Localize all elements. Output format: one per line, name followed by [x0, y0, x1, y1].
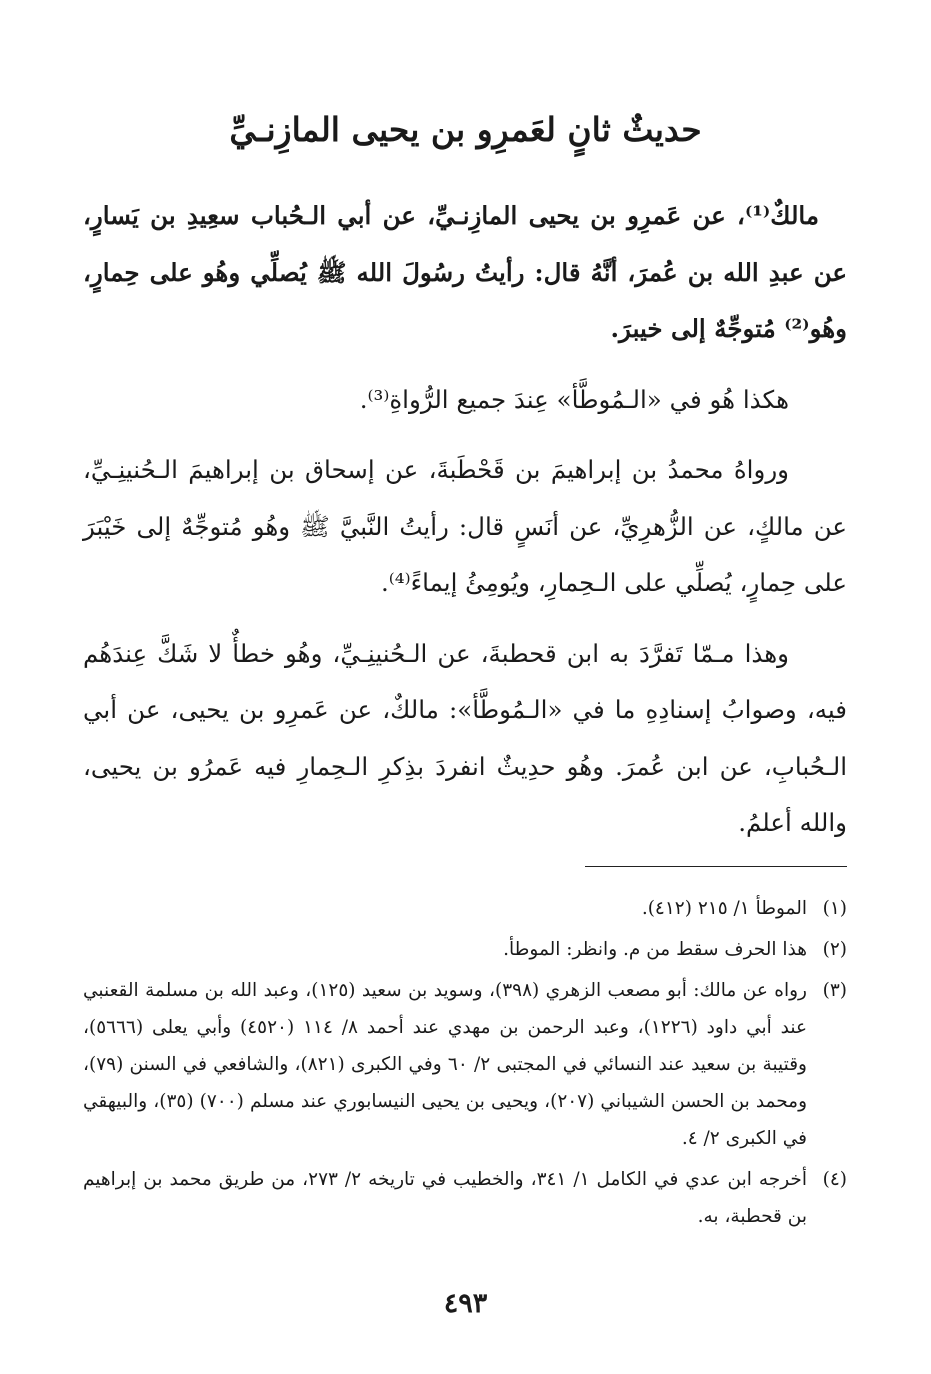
paragraph-hadith: مالكٌ⁽¹⁾، عن عَمرِو بن يحيى المازِنـيِّ، عن أبي الـحُباب سعِيدِ بن يَسارٍ، عن عبدِ الله بن عُمرَ، أنَّهُ قال: رأيتُ رسُولَ الله ﷺ يُصلِّي وهُو على حِمارٍ، وهُو⁽²⁾ مُتوجِّهٌ إلى خيبرَ.: [83, 201, 847, 343]
footnote-number: (٢): [822, 939, 847, 960]
footnote-text: هذا الحرف سقط من م. وانظر: الموطأ.: [503, 939, 807, 960]
paragraph-gap: [83, 428, 847, 442]
footnote-text: رواه عن مالك: أبو مصعب الزهري (٣٩٨)، وسويد بن سعيد (١٢٥)، وعبد الله بن مسلمة القعنبي عند أبي داود (١٢٢٦)، وعبد الرحمن بن مهدي عند أحمد ٨/ ١١٤ (٤٥٢٠) وأبي يعلى (٥٦٦٦)، وقتيبة بن سعيد عند النسائي في المجتبى ٢/ ٦٠ وفي الكبرى (٨٢١)، والشافعي في السنن (٧٩)، ومحمد بن الحسن الشيباني (٢٠٧)، ويحيى بن يحيى النيسابوري عند مسلم (٧٠٠) (٣٥)، والبيهقي في الكبرى ٢/ ٤.: [83, 980, 808, 1149]
footnote-text: أخرجه ابن عدي في الكامل ١/ ٣٤١، والخطيب في تاريخه ٢/ ٢٧٣، من طريق محمد بن إبراهيم بن قحطبة، به.: [83, 1169, 807, 1227]
paragraph-commentary: وهذا مـمّا تَفرَّدَ به ابن قحطبةَ، عن الـحُنينِـيِّ، وهُو خطأٌ لا شَكَّ عِندَهُم فيه، وصوابُ إسنادِهِ ما في «الـمُوطَّأ»: مالكٌ، عن عَمرِو بن يحيى، عن أبي الـحُبابِ، عن ابن عُمرَ. وهُو حدِيثٌ انفردَ بذِكرِ الـحِمارِ فيه عَمرُو بن يحيى، والله أعلمُ.: [83, 638, 847, 837]
footnote-number: (٣): [822, 980, 847, 1001]
footnote-item: [83, 1161, 847, 1235]
footnote-item: [83, 972, 847, 1157]
section-title: حديثٌ ثانٍ لعَمرِو بن يحيى المازِنـيِّ: [229, 110, 702, 149]
footnote-item: [83, 890, 847, 927]
main-text: [83, 188, 847, 852]
paragraph-gap: [83, 612, 847, 626]
paragraph-alternate-narration: ورواهُ محمدُ بن إبراهيمَ بن قَحْطَبةَ، عن إسحاق بن إبراهيمَ الـحُنينِـيِّ، عن مالكٍ، عن الزُّهرِيِّ، عن أنَسٍ قال: رأيتُ النَّبيَّ ﷺ وهُو مُتوجِّهٌ إلى خَيْبَرَ على حِمارٍ، يُصلِّي على الـحِمارِ، ويُومِئُ إيماءً⁽⁴⁾.: [83, 455, 847, 597]
paragraph-gap: [83, 358, 847, 372]
footnotes: [83, 890, 847, 1239]
footnote-number: (٤): [822, 1169, 847, 1190]
footnote-number: (١): [822, 898, 847, 919]
paragraph-muwatta-note: هكذا هُو في «الـمُوطَّأ» عِندَ جميع الرُّواةِ⁽³⁾.: [359, 384, 789, 414]
page-number: ٤٩٣: [443, 1288, 488, 1319]
footnote-divider: [585, 866, 847, 867]
footnote-item: [83, 931, 847, 968]
footnote-text: الموطأ ١/ ٢١٥ (٤١٢).: [641, 898, 807, 919]
